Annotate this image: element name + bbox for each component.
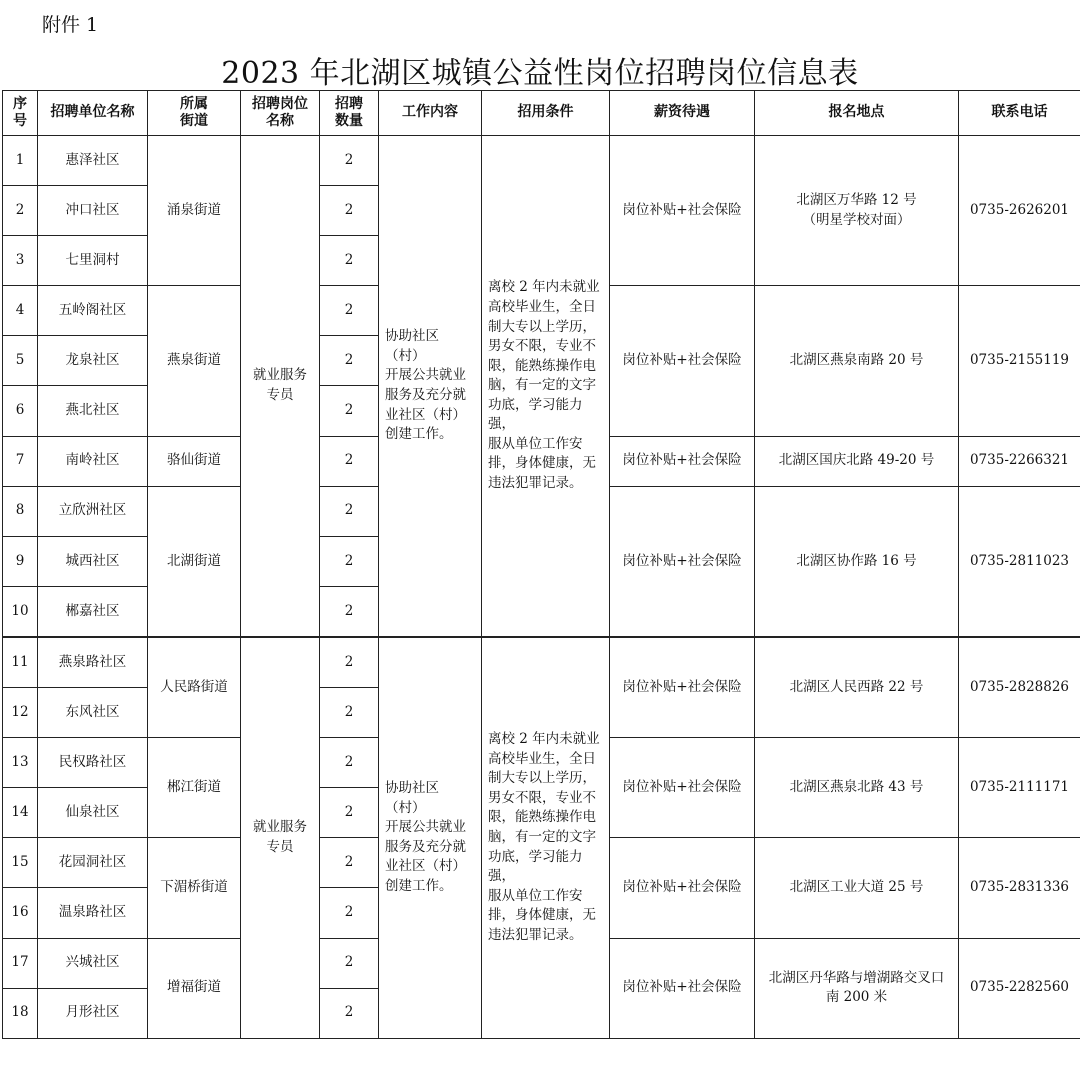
count-cell: 2	[320, 988, 379, 1038]
header-address: 报名地点	[755, 91, 959, 136]
seq-cell: 4	[3, 286, 38, 336]
address-cell: 北湖区燕泉南路 20 号	[755, 286, 959, 436]
address-cell: 北湖区丹华路与增湖路交叉口 南 200 米	[755, 938, 959, 1038]
street-cell: 人民路街道	[148, 637, 241, 738]
header-content: 工作内容	[379, 91, 482, 136]
seq-cell: 5	[3, 336, 38, 386]
seq-cell: 9	[3, 536, 38, 586]
seq-cell: 10	[3, 586, 38, 637]
count-cell: 2	[320, 838, 379, 888]
seq-cell: 16	[3, 888, 38, 938]
table-header-row	[3, 91, 1080, 136]
unit-cell: 温泉路社区	[38, 888, 148, 938]
seq-cell: 13	[3, 738, 38, 788]
unit-cell: 民权路社区	[38, 738, 148, 788]
seq-cell: 15	[3, 838, 38, 888]
conditions-cell: 离校 2 年内未就业 高校毕业生，全日 制大专以上学历， 男女不限，专业不 限，能熟练操作电 脑，有一定的文字 功底，学习能力强， 服从单位工作安 排，身体健康，无 违法犯罪记录。	[482, 637, 610, 1038]
salary-cell: 岗位补贴+社会保险	[610, 286, 755, 436]
unit-cell: 南岭社区	[38, 436, 148, 486]
unit-cell: 燕北社区	[38, 386, 148, 436]
street-cell: 下湄桥街道	[148, 838, 241, 938]
count-cell: 2	[320, 436, 379, 486]
salary-cell: 岗位补贴+社会保险	[610, 136, 755, 286]
count-cell: 2	[320, 938, 379, 988]
phone-cell: 0735-2155119	[959, 286, 1080, 436]
seq-cell: 1	[3, 136, 38, 186]
unit-cell: 花园洞社区	[38, 838, 148, 888]
address-cell: 北湖区人民西路 22 号	[755, 637, 959, 738]
unit-cell: 郴嘉社区	[38, 586, 148, 637]
address-cell: 北湖区燕泉北路 43 号	[755, 738, 959, 838]
street-cell: 涌泉街道	[148, 136, 241, 286]
unit-cell: 冲口社区	[38, 186, 148, 236]
street-cell: 增福街道	[148, 938, 241, 1038]
table-row	[3, 637, 1080, 688]
count-cell: 2	[320, 336, 379, 386]
unit-cell: 月形社区	[38, 988, 148, 1038]
salary-cell: 岗位补贴+社会保险	[610, 738, 755, 838]
phone-cell: 0735-2266321	[959, 436, 1080, 486]
count-cell: 2	[320, 136, 379, 186]
seq-cell: 11	[3, 637, 38, 688]
count-cell: 2	[320, 788, 379, 838]
count-cell: 2	[320, 286, 379, 336]
count-cell: 2	[320, 738, 379, 788]
salary-cell: 岗位补贴+社会保险	[610, 838, 755, 938]
post-cell: 就业服务 专员	[241, 637, 320, 1038]
unit-cell: 惠泽社区	[38, 136, 148, 186]
seq-cell: 18	[3, 988, 38, 1038]
street-cell: 郴江街道	[148, 738, 241, 838]
unit-cell: 七里洞村	[38, 236, 148, 286]
salary-cell: 岗位补贴+社会保险	[610, 436, 755, 486]
seq-cell: 14	[3, 788, 38, 838]
header-seq: 序 号	[3, 91, 38, 136]
table-row	[3, 136, 1080, 186]
header-salary: 薪资待遇	[610, 91, 755, 136]
seq-cell: 2	[3, 186, 38, 236]
unit-cell: 东风社区	[38, 688, 148, 738]
recruitment-table	[2, 90, 1080, 1039]
conditions-cell: 离校 2 年内未就业 高校毕业生，全日 制大专以上学历， 男女不限，专业不 限，能熟练操作电 脑，有一定的文字 功底，学习能力强， 服从单位工作安 排，身体健康，无 违法犯罪记录。	[482, 136, 610, 637]
street-cell: 骆仙街道	[148, 436, 241, 486]
header-post: 招聘岗位 名称	[241, 91, 320, 136]
seq-cell: 12	[3, 688, 38, 738]
header-conditions: 招用条件	[482, 91, 610, 136]
count-cell: 2	[320, 236, 379, 286]
unit-cell: 立欣洲社区	[38, 486, 148, 536]
document-title: 2023 年北湖区城镇公益性岗位招聘岗位信息表	[221, 56, 859, 91]
seq-cell: 8	[3, 486, 38, 536]
header-phone: 联系电话	[959, 91, 1080, 136]
address-cell: 北湖区工业大道 25 号	[755, 838, 959, 938]
unit-cell: 龙泉社区	[38, 336, 148, 386]
post-cell: 就业服务 专员	[241, 136, 320, 637]
unit-cell: 仙泉社区	[38, 788, 148, 838]
attachment-label: 附件 1	[42, 14, 99, 36]
seq-cell: 3	[3, 236, 38, 286]
count-cell: 2	[320, 186, 379, 236]
unit-cell: 城西社区	[38, 536, 148, 586]
content-cell: 协助社区（村） 开展公共就业 服务及充分就 业社区（村） 创建工作。	[379, 136, 482, 637]
address-cell: 北湖区国庆北路 49-20 号	[755, 436, 959, 486]
unit-cell: 五岭阁社区	[38, 286, 148, 336]
salary-cell: 岗位补贴+社会保险	[610, 486, 755, 637]
phone-cell: 0735-2831336	[959, 838, 1080, 938]
unit-cell: 兴城社区	[38, 938, 148, 988]
phone-cell: 0735-2828826	[959, 637, 1080, 738]
salary-cell: 岗位补贴+社会保险	[610, 637, 755, 738]
seq-cell: 17	[3, 938, 38, 988]
phone-cell: 0735-2111171	[959, 738, 1080, 838]
phone-cell: 0735-2626201	[959, 136, 1080, 286]
header-unit: 招聘单位名称	[38, 91, 148, 136]
count-cell: 2	[320, 637, 379, 688]
address-cell: 北湖区协作路 16 号	[755, 486, 959, 637]
phone-cell: 0735-2811023	[959, 486, 1080, 637]
street-cell: 燕泉街道	[148, 286, 241, 436]
count-cell: 2	[320, 888, 379, 938]
header-count: 招聘 数量	[320, 91, 379, 136]
seq-cell: 7	[3, 436, 38, 486]
content-cell: 协助社区（村） 开展公共就业 服务及充分就 业社区（村） 创建工作。	[379, 637, 482, 1038]
count-cell: 2	[320, 536, 379, 586]
address-cell: 北湖区万华路 12 号 （明星学校对面）	[755, 136, 959, 286]
count-cell: 2	[320, 688, 379, 738]
header-street: 所属 街道	[148, 91, 241, 136]
seq-cell: 6	[3, 386, 38, 436]
salary-cell: 岗位补贴+社会保险	[610, 938, 755, 1038]
unit-cell: 燕泉路社区	[38, 637, 148, 688]
count-cell: 2	[320, 586, 379, 637]
phone-cell: 0735-2282560	[959, 938, 1080, 1038]
street-cell: 北湖街道	[148, 486, 241, 637]
count-cell: 2	[320, 386, 379, 436]
count-cell: 2	[320, 486, 379, 536]
